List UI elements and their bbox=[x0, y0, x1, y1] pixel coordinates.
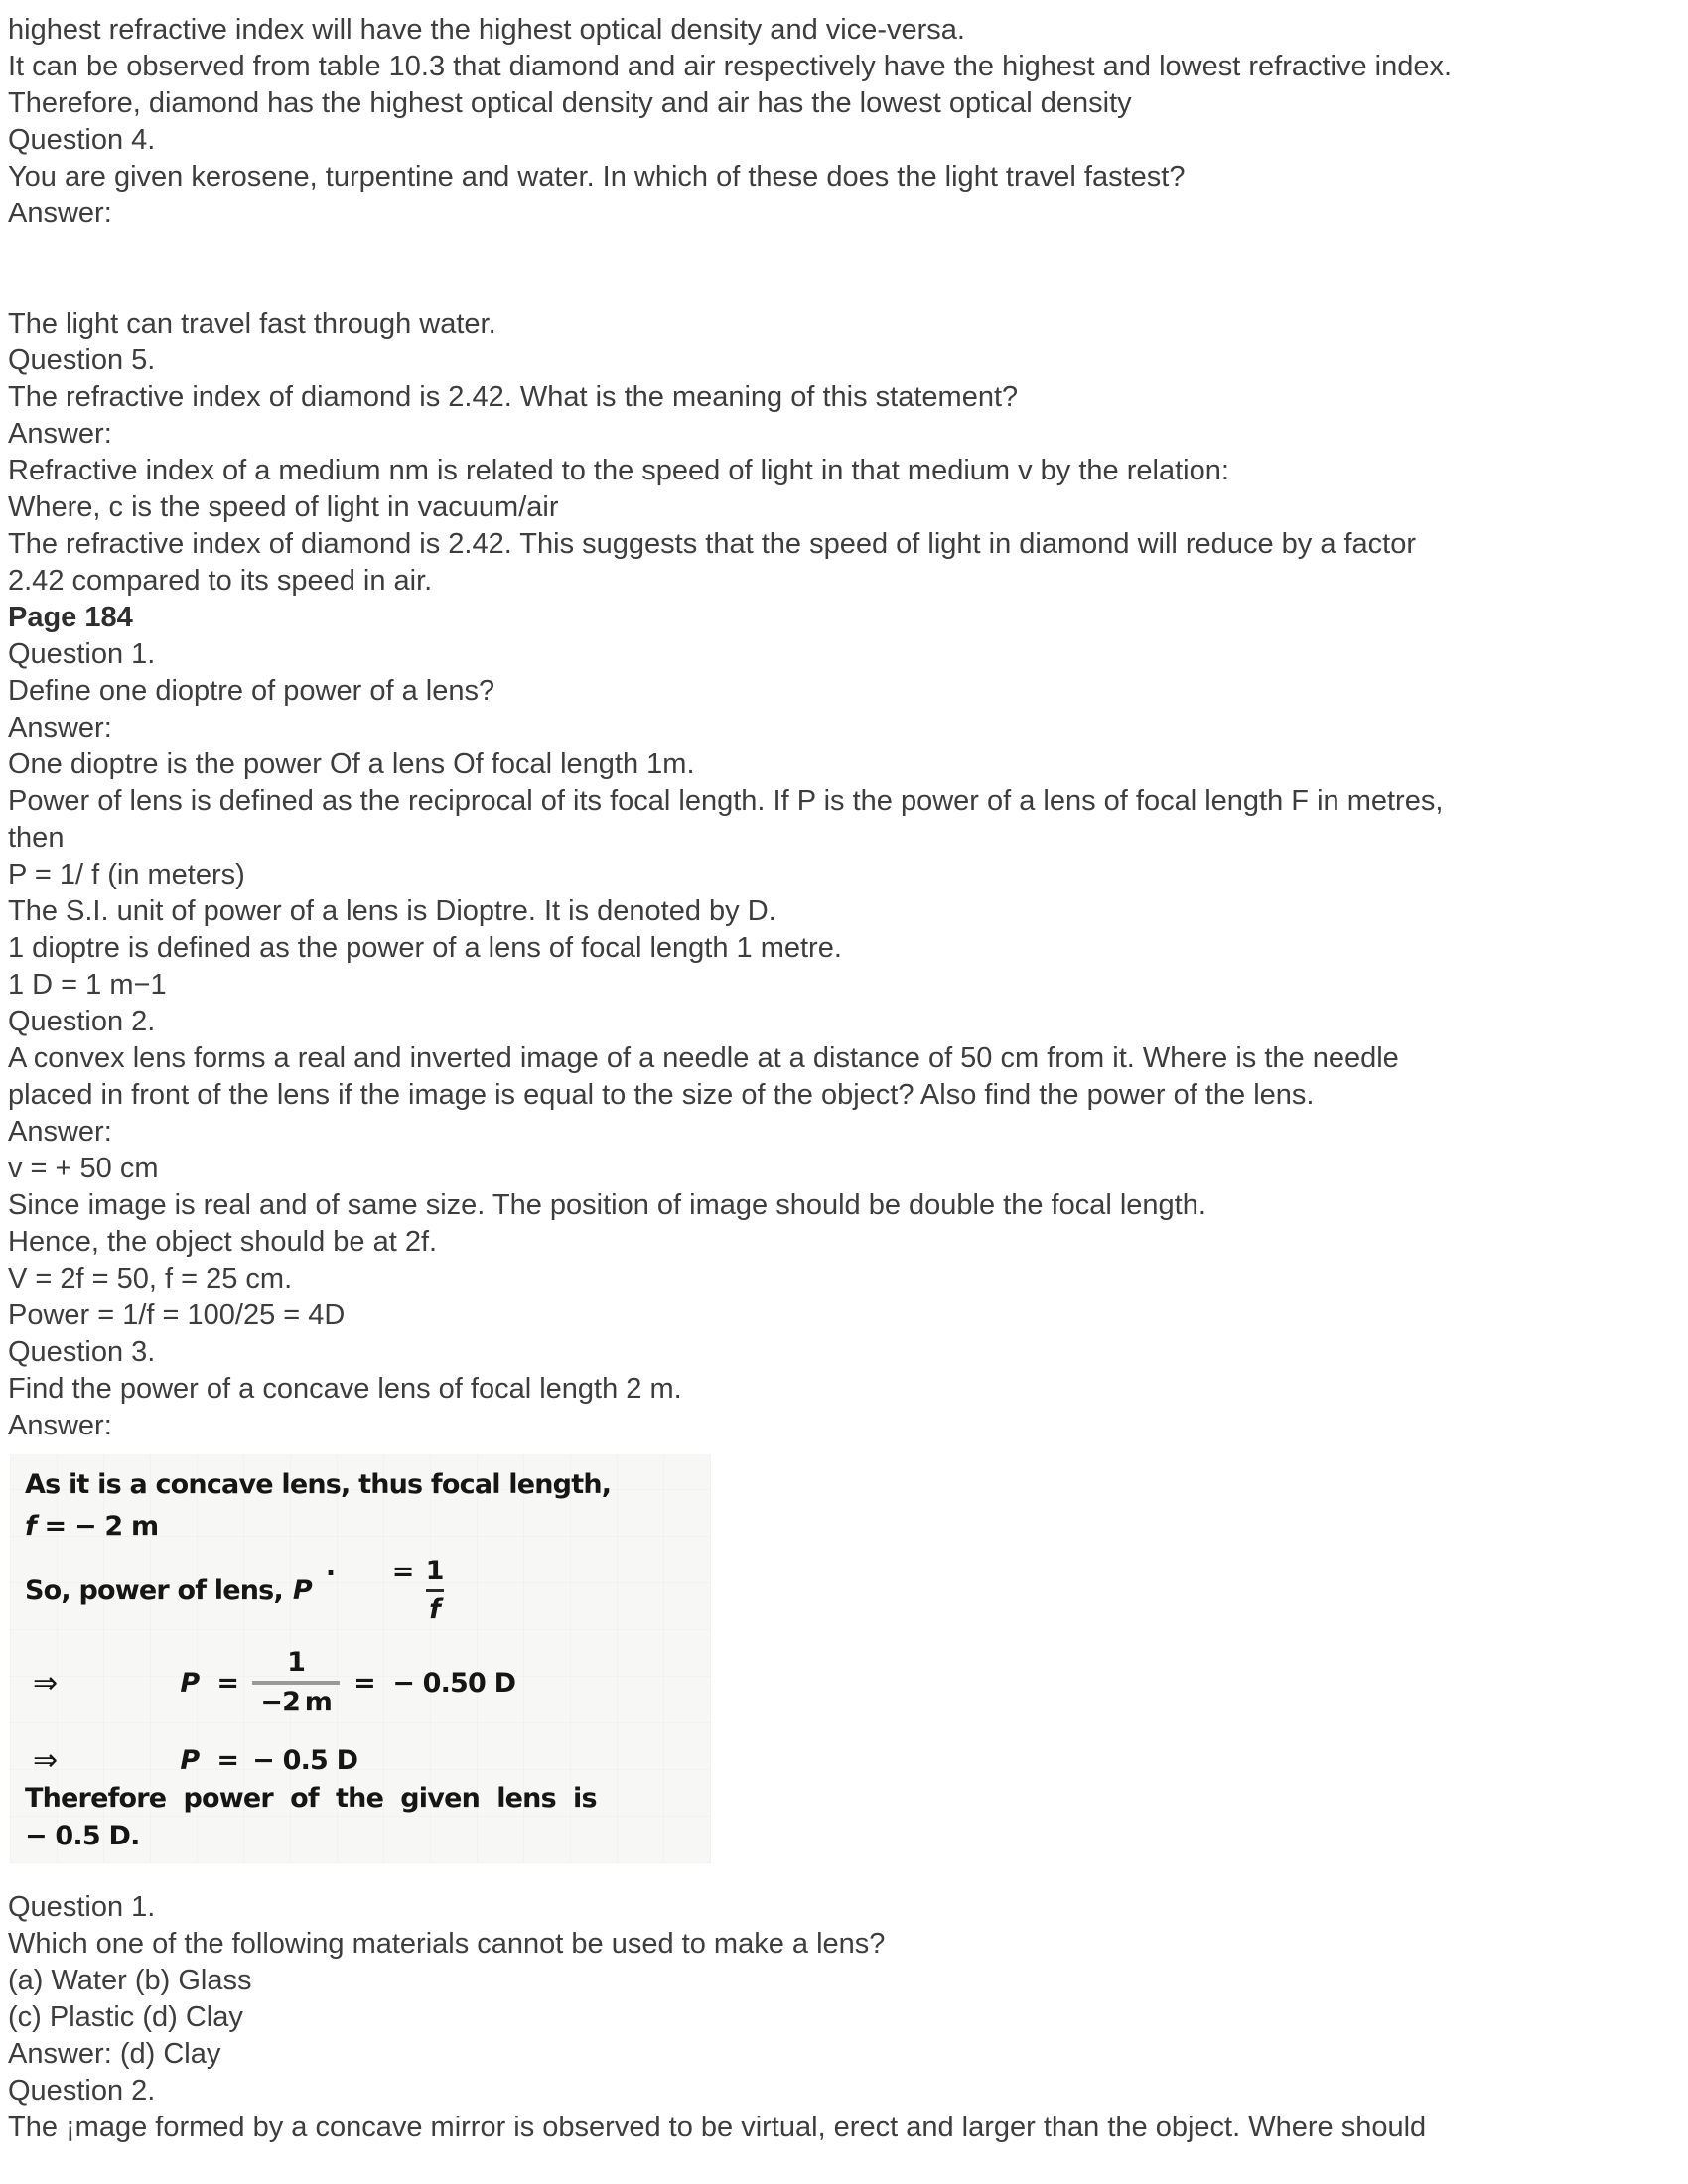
document-line: The light can travel fast through water. bbox=[8, 308, 496, 340]
implies-arrow-icon: ⇒ bbox=[33, 1665, 58, 1701]
fraction-bar bbox=[252, 1681, 340, 1685]
document-line: 1 D = 1 m−1 bbox=[8, 969, 167, 1001]
document-line: Answer: bbox=[8, 418, 112, 450]
document-line: Refractive index of a medium nm is related to the speed of light in that medium v by the relation: bbox=[8, 455, 1229, 486]
document-line: highest refractive index will have the highest optical density and vice-versa. bbox=[8, 14, 965, 46]
document-line: Power = 1/f = 100/25 = 4D bbox=[8, 1299, 346, 1331]
document-line: Answer: bbox=[8, 198, 112, 229]
fraction-numerator: 1 bbox=[425, 1555, 444, 1586]
fraction-one-over-f bbox=[426, 1557, 444, 1624]
conclusion-value: − 0.5 D. bbox=[25, 1821, 140, 1851]
implies-arrow-icon: ⇒ bbox=[33, 1742, 58, 1778]
document-line: The ¡mage formed by a concave mirror is observed to be virtual, erect and larger than the object. Where should bbox=[8, 2112, 1427, 2143]
document-line: Where, c is the speed of light in vacuum/air bbox=[8, 491, 559, 523]
document-line: The refractive index of diamond is 2.42. This suggests that the speed of light in diamond will reduce by a factor bbox=[8, 528, 1417, 560]
document-line: One dioptre is the power Of a lens Of focal length 1m. bbox=[8, 749, 695, 780]
document-line bbox=[8, 269, 1680, 306]
figure-intro-text: As it is a concave lens, thus focal length, bbox=[25, 1469, 612, 1500]
document-line: Question 5. bbox=[8, 344, 156, 376]
power-label: So, power of lens, bbox=[25, 1574, 283, 1606]
document-lines-top bbox=[8, 12, 1680, 1444]
document-line: (a) Water (b) Glass bbox=[8, 1965, 252, 1996]
document-line: then bbox=[8, 822, 65, 854]
document-line: Find the power of a concave lens of focal length 2 m. bbox=[8, 1373, 682, 1405]
figure-intro-line bbox=[25, 1466, 711, 1503]
equals-sign: = bbox=[216, 1744, 239, 1776]
document-line: Power of lens is defined as the reciprocal of its focal length. If P is the power of a lens of focal length F in metres, bbox=[8, 785, 1444, 817]
document-line: P = 1/ f (in meters) bbox=[8, 859, 245, 890]
figure-step-2-line bbox=[25, 1740, 711, 1780]
power-variable: P bbox=[180, 1667, 200, 1699]
document-line: (c) Plastic (d) Clay bbox=[8, 2001, 243, 2033]
power-variable: P bbox=[292, 1574, 312, 1606]
document-line: Question 1. bbox=[8, 1891, 156, 1923]
document-line: Therefore, diamond has the highest optical density and air has the lowest optical density bbox=[8, 87, 1132, 119]
document-line: 1 dioptre is defined as the power of a lens of focal length 1 metre. bbox=[8, 932, 842, 964]
equals-glyph: = bbox=[391, 1557, 414, 1587]
focal-variable: f bbox=[25, 1511, 36, 1542]
fraction-numerator: 1 bbox=[287, 1647, 306, 1679]
document-line: Page 184 bbox=[8, 602, 133, 633]
document-line: The refractive index of diamond is 2.42. What is the meaning of this statement? bbox=[8, 381, 1019, 413]
power-variable: P bbox=[180, 1744, 200, 1776]
step-1-result: = − 0.50 D bbox=[353, 1667, 516, 1699]
document-lines-bottom bbox=[8, 1889, 1680, 2146]
figure-conclusion-line-1 bbox=[25, 1780, 711, 1817]
document-line: Question 4. bbox=[8, 124, 156, 156]
document-line: Define one dioptre of power of a lens? bbox=[8, 675, 495, 707]
equals-sign: = bbox=[216, 1667, 239, 1699]
document-line: A convex lens forms a real and inverted image of a needle at a distance of 50 cm from it. Where is the needle bbox=[8, 1042, 1399, 1074]
fraction-bar bbox=[426, 1589, 444, 1592]
document-line: Question 2. bbox=[8, 1006, 156, 1037]
document-line: You are given kerosene, turpentine and water. In which of these does the light travel fastest? bbox=[8, 161, 1186, 193]
document-line: The S.I. unit of power of a lens is Dioptre. It is denoted by D. bbox=[8, 895, 776, 927]
document-line: Question 3. bbox=[8, 1336, 156, 1368]
scan-artifact-dot: . bbox=[325, 1552, 336, 1582]
step-2-result: − 0.5 D bbox=[252, 1744, 358, 1776]
document-line: Since image is real and of same size. The position of image should be double the focal length. bbox=[8, 1189, 1206, 1221]
document-line: V = 2f = 50, f = 25 cm. bbox=[8, 1263, 293, 1295]
document-line: Answer: bbox=[8, 1116, 112, 1148]
document-line: Question 1. bbox=[8, 638, 156, 670]
figure-step-1-line bbox=[25, 1631, 711, 1734]
figure-conclusion-line-2 bbox=[25, 1818, 711, 1854]
fraction-denominator: −2 m bbox=[260, 1687, 333, 1717]
focal-equation: = − 2 m bbox=[35, 1511, 159, 1542]
figure-power-definition-line bbox=[25, 1539, 711, 1642]
document-line: Answer: bbox=[8, 1410, 112, 1441]
conclusion-text: Therefore power of the given lens is bbox=[25, 1783, 597, 1814]
document-line: Which one of the following materials cannot be used to make a lens? bbox=[8, 1928, 886, 1960]
document-line: 2.42 compared to its speed in air. bbox=[8, 565, 433, 597]
fraction-denominator: f bbox=[429, 1593, 441, 1625]
document-line: Question 2. bbox=[8, 2075, 156, 2107]
document-line: Hence, the object should be at 2f. bbox=[8, 1226, 438, 1258]
document-line: It can be observed from table 10.3 that diamond and air respectively have the highest and lowest refractive index. bbox=[8, 51, 1453, 82]
document-line bbox=[8, 232, 1680, 269]
fraction-one-over-minus-2m bbox=[252, 1648, 340, 1716]
document-line: Answer: (d) Clay bbox=[8, 2038, 221, 2070]
document-line: Answer: bbox=[8, 712, 112, 744]
document-line: placed in front of the lens if the image is equal to the size of the object? Also find the power of the lens. bbox=[8, 1079, 1315, 1111]
document-line: v = + 50 cm bbox=[8, 1153, 159, 1184]
scanned-answer-figure bbox=[10, 1454, 711, 1863]
